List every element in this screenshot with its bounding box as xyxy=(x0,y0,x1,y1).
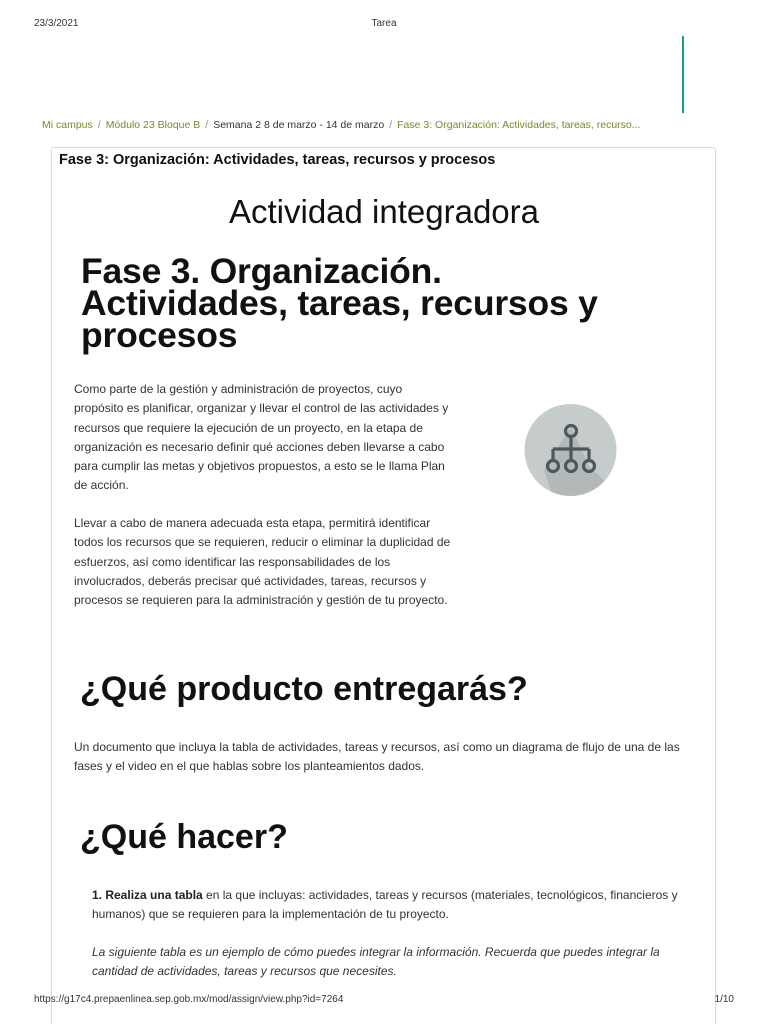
intro-paragraph: Como parte de la gestión y administración de proyectos, cuyo propósito es planificar, organizar y llevar el control de las actividades y recursos que requiere la ejecución de un proyecto, en la etapa de organización es necesario definir qué acciones deben llevarse a cabo para cumplir las metas y objetivos propuestos, a esto se le llama Plan de acción. xyxy=(74,382,449,493)
phase-title xyxy=(81,251,691,355)
product-heading: ¿Qué producto entregarás? xyxy=(80,670,528,708)
assignment-title: Fase 3: Organización: Actividades, tareas, recursos y procesos xyxy=(59,152,496,168)
breadcrumb-fase-3[interactable]: Fase 3: Organización: Actividades, tareas, recurso... xyxy=(397,119,641,131)
breadcrumb-separator: / xyxy=(97,119,101,131)
phase-title-line: procesos xyxy=(81,315,238,355)
page-url: https://g17c4.prepaenlinea.sep.gob.mx/mod/assign/view.php?id=7264 xyxy=(34,994,344,1005)
print-title: Tarea xyxy=(371,18,397,29)
step-1-label: 1. Realiza una tabla xyxy=(92,888,203,902)
breadcrumb-separator: / xyxy=(389,119,393,131)
table-note: La siguiente tabla es un ejemplo de cómo puedes integrar la información. Recuerda que puedes integrar la cantidad de actividades, tareas y recursos que necesites. xyxy=(92,945,660,979)
stage-paragraph: Llevar a cabo de manera adecuada esta etapa, permitirá identificar todos los recursos que se requieren, reducir o eliminar la duplicidad de esfuerzos, así como identificar las responsabilidades de los involucrados, deberás precisar qué actividades, tareas, recursos y procesos se requieren para la administración y gestión de tu proyecto. xyxy=(74,516,451,608)
step-1-description: en la que incluyas: actividades, tareas y recursos (materiales, tecnológicos, financieros y humanos) que se requieren para la implementación de tu proyecto. xyxy=(92,888,678,922)
breadcrumb-mi-campus[interactable]: Mi campus xyxy=(42,119,93,131)
step-1-text xyxy=(92,886,692,925)
print-footer xyxy=(0,994,768,1008)
print-date: 23/3/2021 xyxy=(34,18,79,29)
hierarchy-icon xyxy=(522,404,619,496)
phase-title-line: Actividades, tareas, recursos y xyxy=(81,283,598,323)
print-header xyxy=(0,18,768,32)
phase-title-line: Fase 3. Organización. xyxy=(81,251,442,291)
accent-divider xyxy=(682,36,684,113)
product-paragraph: Un documento que incluya la tabla de actividades, tareas y recursos, así como un diagrama de flujo de una de las fases y el video en el que hablas sobre los planteamientos dados. xyxy=(74,740,680,774)
breadcrumb xyxy=(42,119,742,131)
breadcrumb-semana[interactable]: Semana 2 8 de marzo - 14 de marzo xyxy=(213,119,385,131)
what-to-do-heading: ¿Qué hacer? xyxy=(80,818,288,856)
activity-heading: Actividad integradora xyxy=(228,193,540,230)
breadcrumb-separator: / xyxy=(205,119,209,131)
page-counter: 1/10 xyxy=(714,994,734,1005)
breadcrumb-modulo[interactable]: Módulo 23 Bloque B xyxy=(105,119,201,131)
